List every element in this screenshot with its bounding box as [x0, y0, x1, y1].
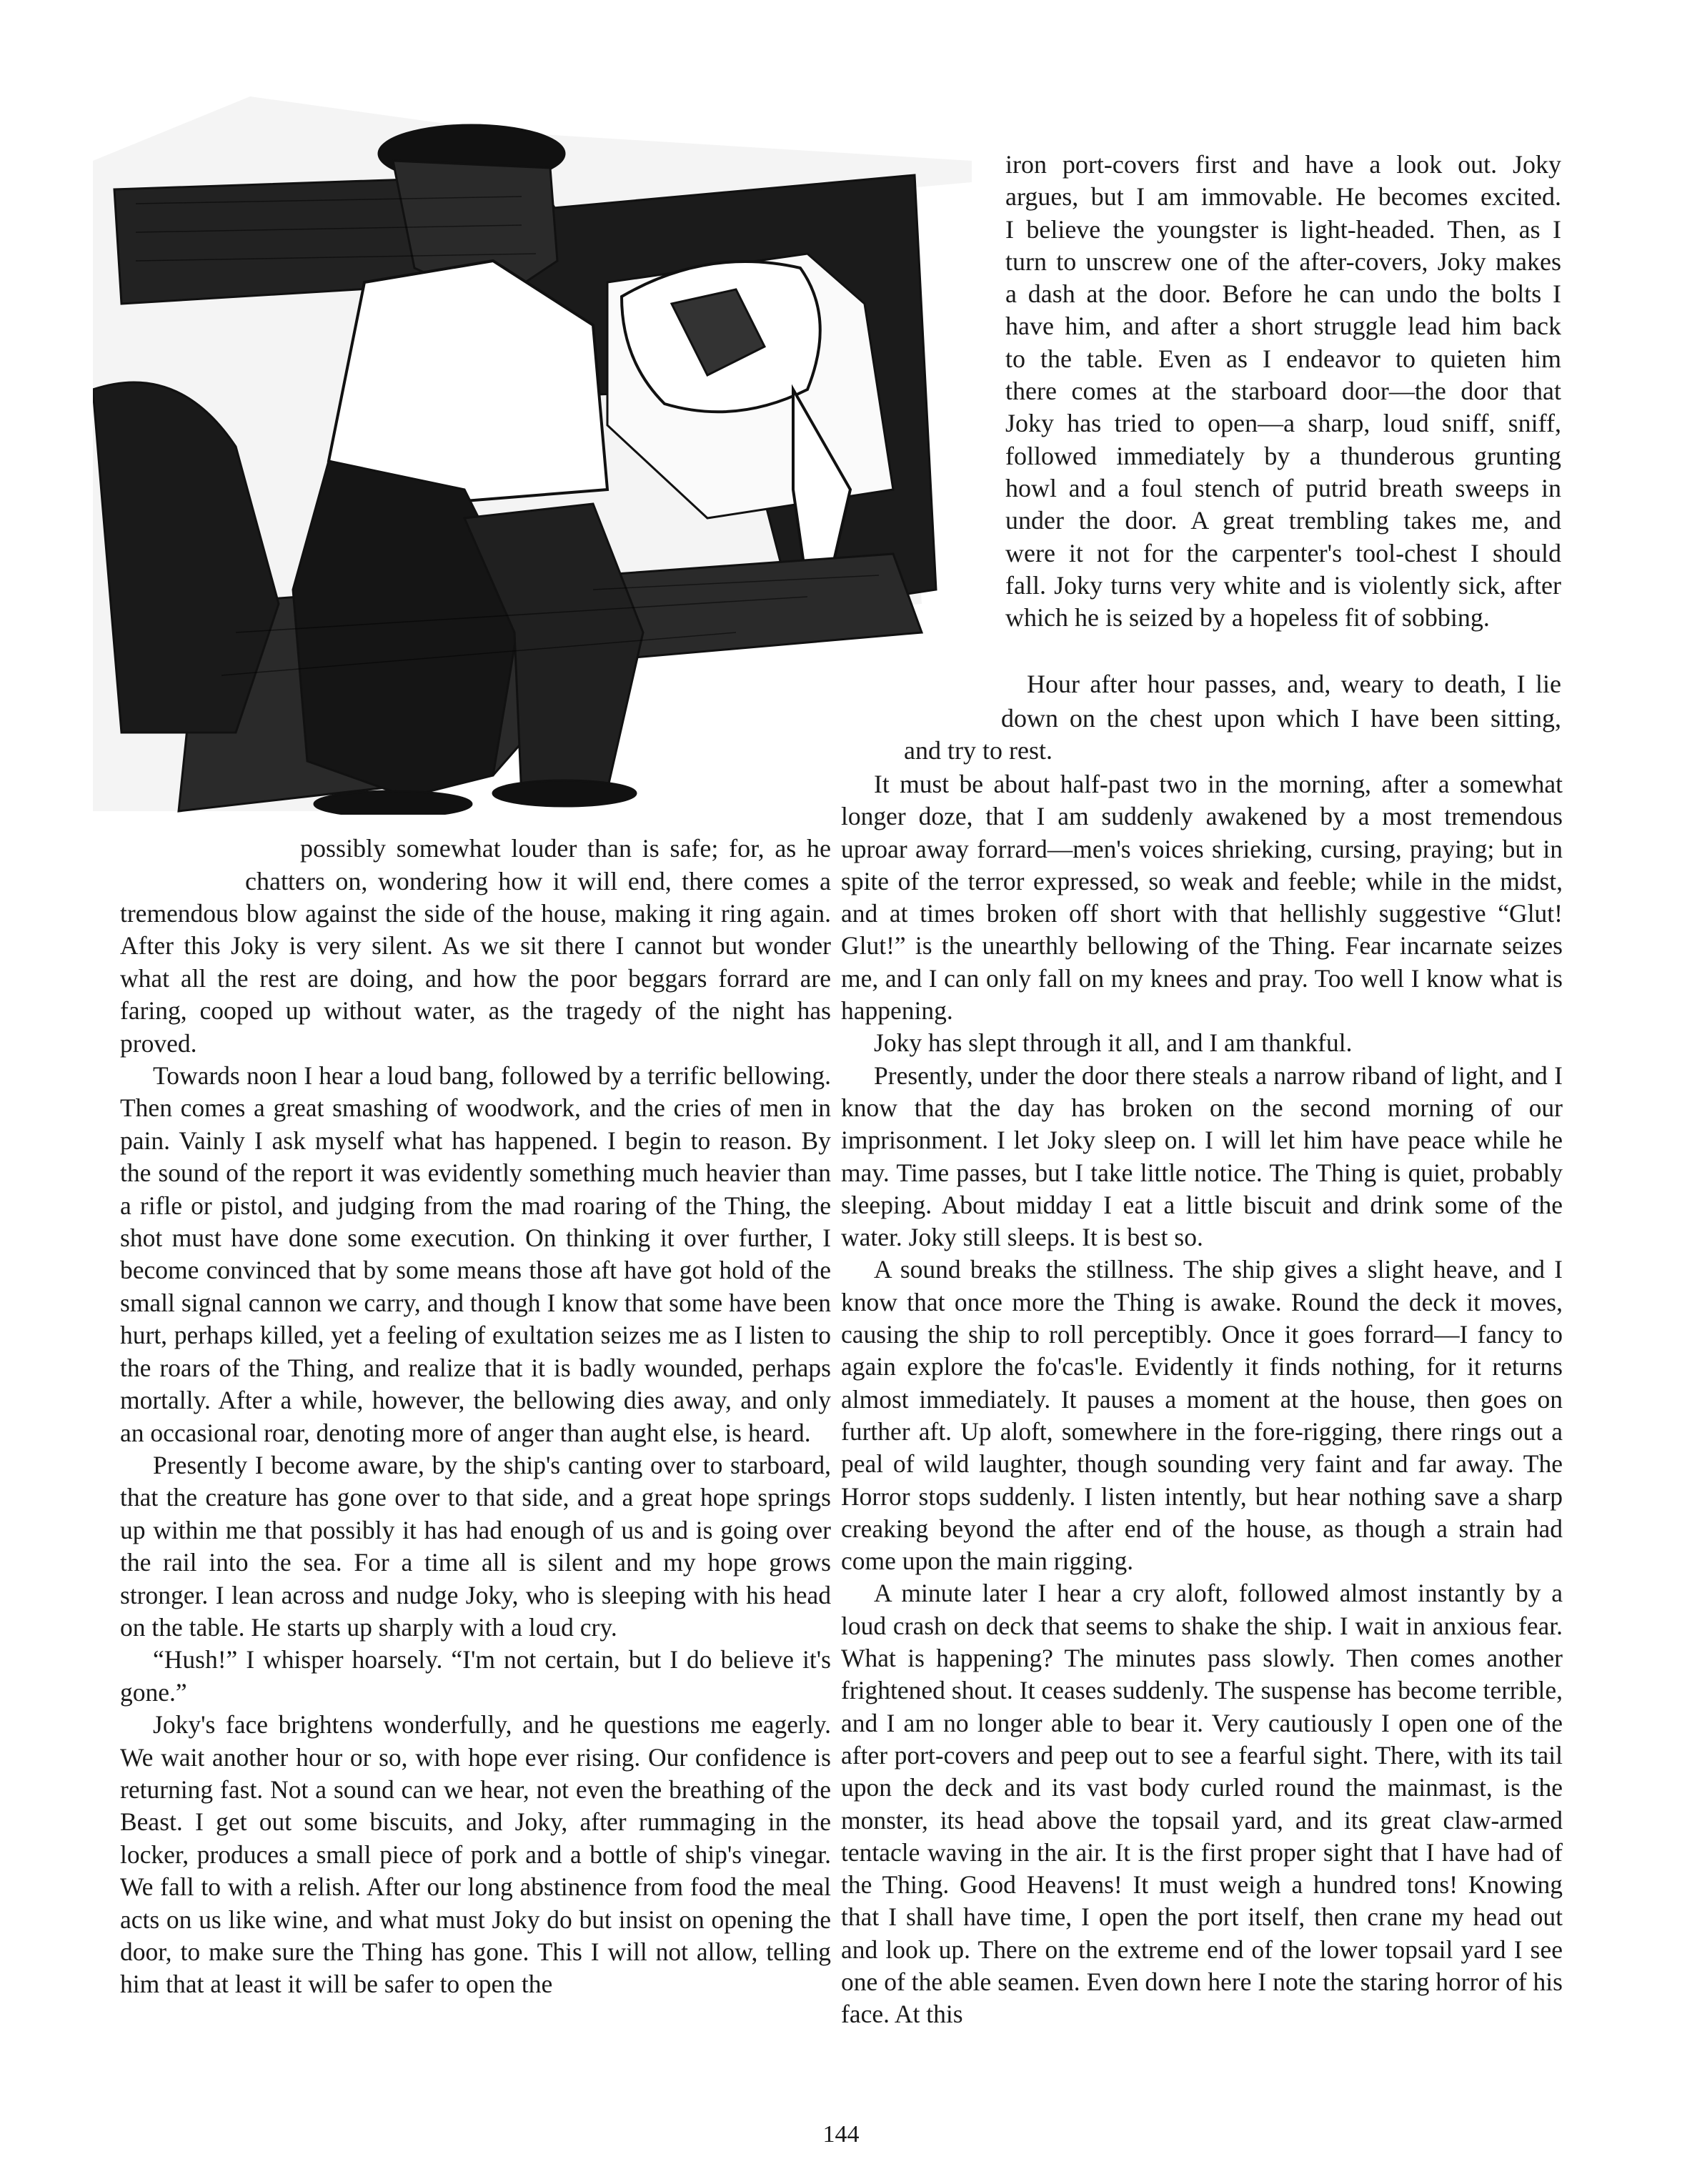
text-line: followed immediately by a thunderous grunting — [1005, 441, 1561, 470]
text-line: there comes at the starboard door—the door that — [1005, 377, 1561, 406]
text-line: Joky has tried to open—a sharp, loud sniff, sniff, — [1005, 409, 1561, 438]
text-line: down on the chest upon which I have been sitting, — [1001, 704, 1561, 733]
right-column-text — [841, 768, 1563, 2031]
text-line: chatters on, wondering how it will end, there comes a — [245, 867, 831, 895]
right-column-top-text — [1005, 149, 1561, 634]
right-column-mid-text — [1001, 703, 1561, 735]
paragraph: Joky has slept through it all, and I am thankful. — [874, 1028, 1353, 1058]
text-line: a dash at the door. Before he can undo the bolts I — [1005, 279, 1561, 309]
text-line: were it not for the carpenter's tool-chest I should — [1005, 538, 1561, 567]
left-column-text — [120, 898, 831, 2001]
paragraph: Towards noon I hear a loud bang, followed by a terrific bellowing. Then comes a great smashing of woodwork, and the cries of men in pain. Vainly I ask myself what has happened. I begin to reason. By the sound of the report it was evidently something much heavier than a rifle or pistol, and judging from the mad roaring of the Thing, the shot must have done some execution. On thinking it over further, I become convinced that by some means those aft have got hold of the small signal cannon we carry, and though I know that some have been hurt, perhaps killed, yet a feeling of exultation seizes me as I listen to the roars of the Thing, and realize that it is badly wounded, perhaps mortally. After a while, however, the bellowing dies away, and only an occasional roar, denoting more of anger than aught else, is heard. — [120, 1061, 831, 1447]
paragraph: A minute later I hear a cry aloft, followed almost instantly by a loud crash on deck that seems to shake the ship. I wait in anxious fear. What is happening? The minutes pass slowly. Then comes another frightened shout. It ceases suddenly. The suspense has become terrible, and I am no longer able to bear it. Very cautiously I open one of the after port-covers and peep out to see a fearful sight. There, with its tail upon the deck and its vast body curled round the mainmast, is the monster, its head above the topsail yard, and its great claw-armed tentacle waving in the air. It is the first proper sight that I have had of the Thing. Good Heavens! It must weigh a hundred tons! Knowing that I shall have time, I open the port itself, then crane my head out and look up. There on the extreme end of the lower topsail yard I see one of the able seamen. Even down here I note the staring horror of his face. At this — [841, 1579, 1563, 2029]
text-line: possibly somewhat louder than is safe; for, as he — [300, 834, 831, 863]
text-line: have him, and after a short struggle lead him back — [1005, 312, 1561, 341]
paragraph: A sound breaks the stillness. The ship gives a slight heave, and I know that once more the Thing is awake. Round the deck it moves, causing the ship to roll perceptibly. Once it goes forrard—I fancy to again explore the fo'cas'le. Evidently it finds nothing, for it returns almost immediately. It pauses a moment at the house, then goes on further aft. Up aloft, somewhere in the fore-rigging, there rings out a peal of wild laughter, though sounding very faint and far away. The Horror stops suddenly. I listen intently, but hear nothing save a sharp creaking beyond the after end of the house, as though a strain had come upon the main rigging. — [841, 1255, 1563, 1576]
text-line: I believe the youngster is light-headed. Then, as I — [1005, 214, 1561, 244]
left-column-top-text — [300, 833, 831, 865]
text-line: which he is seized by a hopeless fit of sobbing. — [1005, 603, 1490, 632]
paragraph: Joky's face brightens wonderfully, and he questions me eagerly. We wait another hour or so, with hope ever rising. Our confidence is returning fast. Not a sound can we hear, not even the breathing of the Beast. I get out some biscuits, and Joky, after rummaging in the locker, produces a small piece of pork and a bottle of ship's vinegar. We fall to with a relish. After our long abstinence from food the meal acts on us like wine, and what must Joky do but insist on opening the door, to make sure the Thing has gone. This I will not allow, telling him that at least it will be safer to open the — [120, 1710, 831, 1999]
text-line: and try to rest. — [904, 736, 1053, 765]
text-line: fall. Joky turns very white and is violently sick, after — [1005, 570, 1561, 600]
left-column-top-text — [245, 865, 831, 898]
paragraph: “Hush!” I whisper hoarsely. “I'm not certain, but I do believe it's gone.” — [120, 1645, 831, 1707]
paragraph: Presently, under the door there steals a narrow riband of light, and I know that the day has broken on the second morning of our imprisonment. I let Joky sleep on. I will let him have peace while he may. Time passes, but I take little notice. The Thing is quiet, probably sleeping. About midday I eat a little biscuit and drink some of the water. Joky still sleeps. It is best so. — [841, 1061, 1563, 1252]
page-number: 144 — [822, 2121, 860, 2148]
right-column-mid-text — [904, 735, 1333, 767]
text-line: argues, but I am immovable. He becomes excited. — [1005, 182, 1561, 212]
paragraph: tremendous blow against the side of the house, making it ring again. After this Joky is very silent. As we sit there I cannot but wonder what all the rest are doing, and how the poor beggars forrard are faring, cooped up without water, as the tragedy of the night has proved. — [120, 899, 831, 1058]
text-line: Hour after hour passes, and, weary to death, I lie — [1027, 670, 1561, 698]
right-column-mid-text — [1027, 668, 1561, 700]
text-line: turn to unscrew one of the after-covers, Joky makes — [1005, 247, 1561, 276]
text-line: under the door. A great trembling takes me, and — [1005, 506, 1561, 535]
text-line: iron port-covers first and have a look out. Joky — [1005, 150, 1561, 179]
ink-illustration — [93, 89, 979, 815]
text-line: howl and a foul stench of putrid breath sweeps in — [1005, 473, 1561, 502]
paragraph: It must be about half-past two in the morning, after a somewhat longer doze, that I am suddenly awakened by a most tremendous uproar away forrard—men's voices shrieking, cursing, praying; but in spite of the terror expressed, so weak and feeble; while in the midst, and at times broken off short with that hellishly suggestive “Glut! Glut!” is the unearthly bellowing of the Thing. Fear incarnate seizes me, and I can only fall on my knees and pray. Too well I know what is happening. — [841, 770, 1563, 1026]
text-line: to the table. Even as I endeavor to quieten him — [1005, 344, 1561, 373]
paragraph: Presently I become aware, by the ship's canting over to starboard, that the creature has gone over to that side, and a great hope springs up within me that possibly it has had enough of us and is going over the rail into the sea. For a time all is silent and my hope grows stronger. I lean across and nudge Joky, who is sleeping with his head on the table. He starts up sharply with a loud cry. — [120, 1450, 831, 1642]
